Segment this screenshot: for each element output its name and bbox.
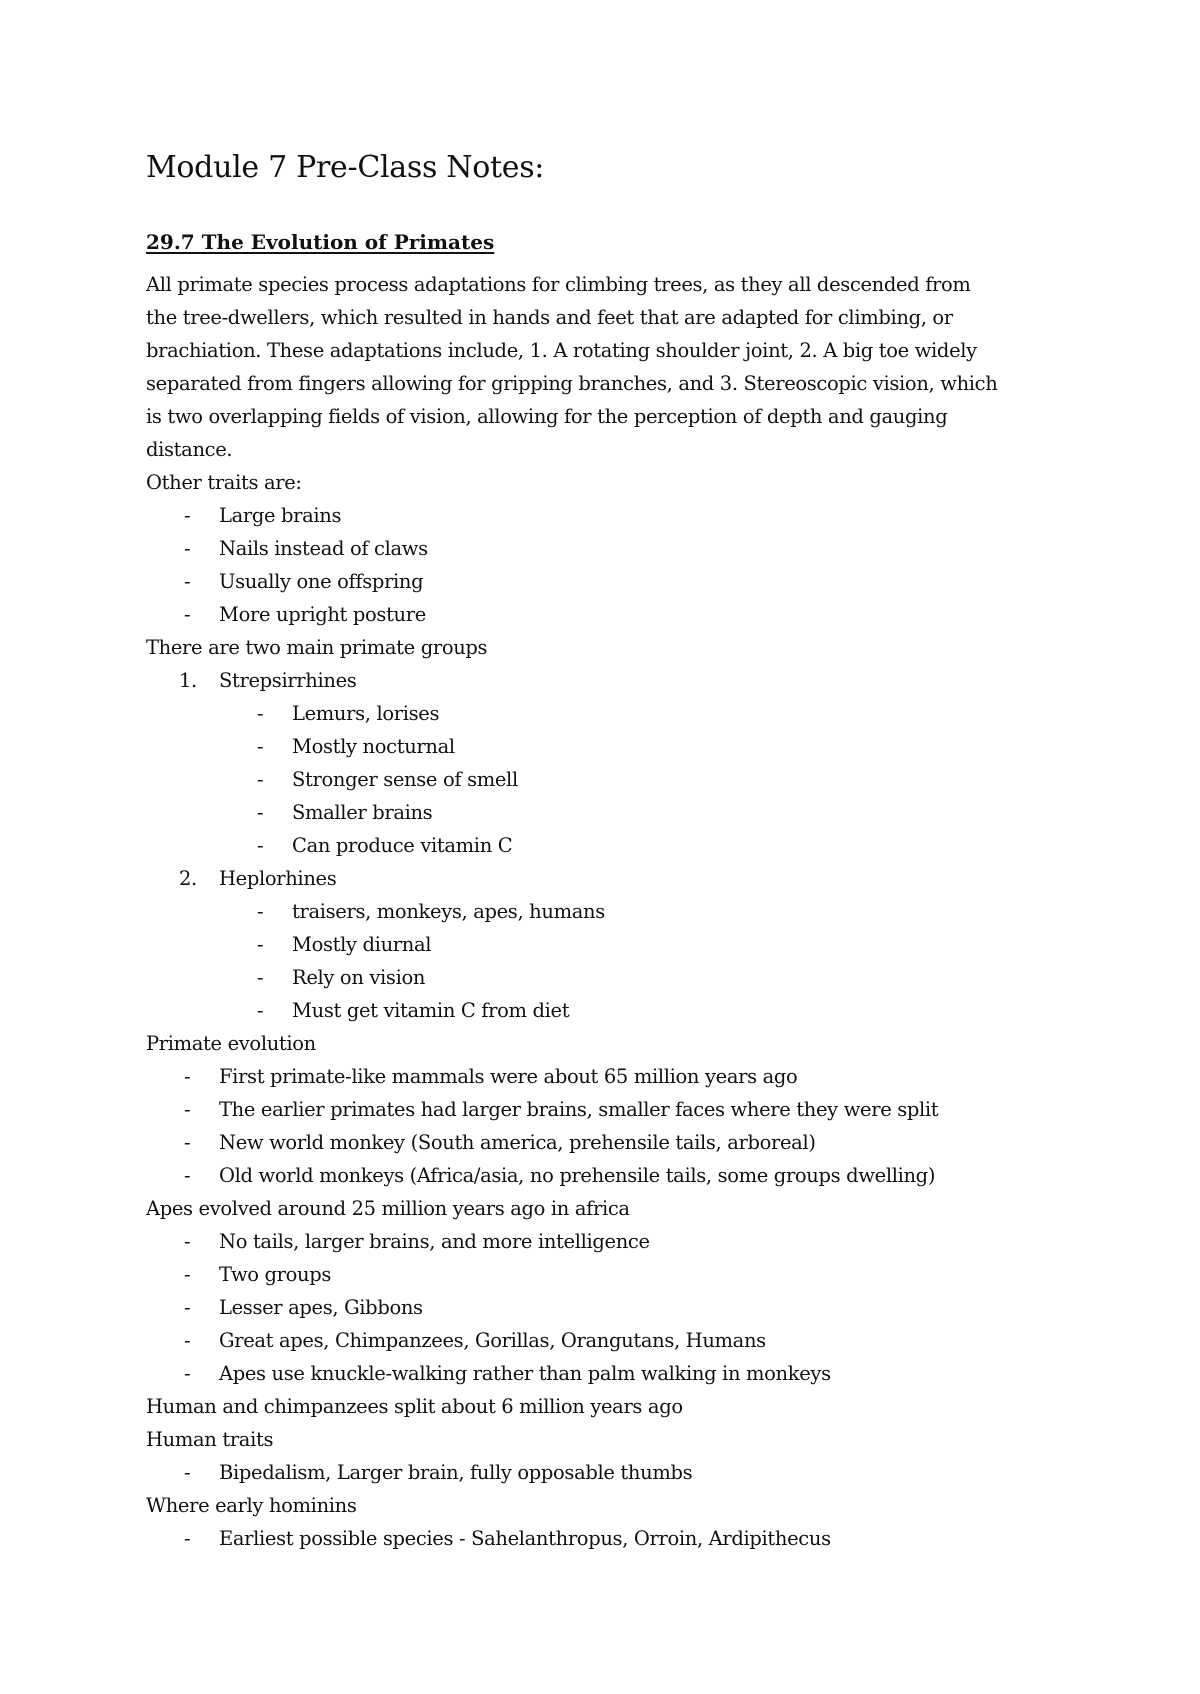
dash-marker: - (257, 702, 264, 725)
other-traits-label: Other traits are: (146, 471, 302, 494)
numbered-item (146, 862, 1086, 895)
list-item-text: The earlier primates had larger brains, smaller faces where they were split (219, 1098, 939, 1121)
human-traits-list (146, 1456, 1086, 1489)
list-item-text: Nails instead of claws (219, 537, 428, 560)
list-item (146, 532, 1086, 565)
list-item-text: Old world monkeys (Africa/asia, no prehensile tails, some groups dwelling) (219, 1164, 936, 1187)
list-item (146, 1159, 1086, 1192)
list-item (146, 598, 1086, 631)
intro-paragraph (146, 268, 1086, 466)
list-item (146, 1357, 1086, 1390)
list-item-text: Usually one offspring (219, 570, 424, 593)
list-item (146, 1225, 1086, 1258)
list-item (146, 1093, 1086, 1126)
list-item-text: Stronger sense of smell (292, 768, 518, 791)
group-name: Heplorhines (219, 867, 337, 890)
apes-list (146, 1225, 1086, 1390)
paragraph-line: is two overlapping fields of vision, allowing for the perception of depth and gauging (146, 405, 948, 428)
dash-marker: - (184, 537, 191, 560)
primate-groups-label: There are two main primate groups (146, 636, 488, 659)
other-traits-section (146, 466, 1086, 631)
list-item (146, 730, 1086, 763)
primate-evolution-list (146, 1060, 1086, 1192)
primate-groups-section (146, 631, 1086, 1027)
split-section (146, 1390, 1086, 1423)
list-item (146, 1291, 1086, 1324)
list-item-text: Mostly nocturnal (292, 735, 455, 758)
number-marker: 2. (179, 867, 197, 890)
number-marker: 1. (179, 669, 197, 692)
other-traits-list (146, 499, 1086, 631)
human-traits-label: Human traits (146, 1428, 274, 1451)
dash-marker: - (257, 735, 264, 758)
list-item-text: Rely on vision (292, 966, 426, 989)
early-hominins-label: Where early hominins (146, 1494, 357, 1517)
list-item-text: Must get vitamin C from diet (292, 999, 570, 1022)
dash-marker: - (184, 603, 191, 626)
list-item-text: Large brains (219, 504, 342, 527)
list-item (146, 928, 1086, 961)
apes-section (146, 1192, 1086, 1390)
dash-marker: - (184, 1263, 191, 1286)
list-item (146, 499, 1086, 532)
dash-marker: - (257, 801, 264, 824)
list-item-text: First primate-like mammals were about 65 million years ago (219, 1065, 798, 1088)
list-item (146, 1126, 1086, 1159)
dash-marker: - (184, 1296, 191, 1319)
paragraph-line: the tree-dwellers, which resulted in hands and feet that are adapted for climbing, or (146, 306, 953, 329)
dash-marker: - (184, 1527, 191, 1550)
paragraph-line: separated from fingers allowing for gripping branches, and 3. Stereoscopic vision, which (146, 372, 998, 395)
list-item-text: No tails, larger brains, and more intelligence (219, 1230, 650, 1253)
paragraph-line: distance. (146, 438, 233, 461)
dash-marker: - (184, 570, 191, 593)
dash-marker: - (257, 933, 264, 956)
apes-label: Apes evolved around 25 million years ago in africa (146, 1197, 630, 1220)
list-item-text: Two groups (219, 1263, 332, 1286)
primate-groups-list (146, 664, 1086, 1027)
list-item (146, 697, 1086, 730)
human-traits-section (146, 1423, 1086, 1489)
list-item-text: Earliest possible species - Sahelanthropus, Orroin, Ardipithecus (219, 1527, 831, 1550)
dash-marker: - (184, 1065, 191, 1088)
page-title: Module 7 Pre-Class Notes: (146, 150, 545, 185)
dash-marker: - (184, 1230, 191, 1253)
dash-marker: - (257, 834, 264, 857)
primate-evolution-label: Primate evolution (146, 1032, 316, 1055)
document-page (146, 148, 1086, 1555)
list-item-text: Great apes, Chimpanzees, Gorillas, Orangutans, Humans (219, 1329, 766, 1352)
list-item (146, 895, 1086, 928)
list-item (146, 961, 1086, 994)
dash-marker: - (184, 1164, 191, 1187)
early-hominins-list (146, 1522, 1086, 1555)
list-item (146, 1522, 1086, 1555)
list-item (146, 1324, 1086, 1357)
dash-marker: - (257, 768, 264, 791)
dash-marker: - (257, 900, 264, 923)
primate-evolution-section (146, 1027, 1086, 1192)
group-name: Strepsirrhines (219, 669, 357, 692)
dash-marker: - (184, 1362, 191, 1385)
paragraph-line: All primate species process adaptations for climbing trees, as they all descended from (146, 273, 971, 296)
list-item-text: Lesser apes, Gibbons (219, 1296, 423, 1319)
list-item-text: Mostly diurnal (292, 933, 432, 956)
list-item-text: New world monkey (South america, prehensile tails, arboreal) (219, 1131, 816, 1154)
dash-marker: - (184, 1131, 191, 1154)
list-item-text: Lemurs, lorises (292, 702, 440, 725)
dash-marker: - (257, 999, 264, 1022)
list-item-text: More upright posture (219, 603, 426, 626)
dash-marker: - (184, 1329, 191, 1352)
list-item-text: Apes use knuckle-walking rather than palm walking in monkeys (219, 1362, 831, 1385)
dash-marker: - (184, 1461, 191, 1484)
dash-marker: - (257, 966, 264, 989)
list-item-text: traisers, monkeys, apes, humans (292, 900, 605, 923)
paragraph-line: brachiation. These adaptations include, 1. A rotating shoulder joint, 2. A big toe widely (146, 339, 977, 362)
list-item (146, 994, 1086, 1027)
list-item (146, 829, 1086, 862)
list-item (146, 1258, 1086, 1291)
list-item (146, 763, 1086, 796)
list-item (146, 796, 1086, 829)
list-item-text: Smaller brains (292, 801, 433, 824)
dash-marker: - (184, 1098, 191, 1121)
section-heading: 29.7 The Evolution of Primates (146, 230, 495, 254)
numbered-item (146, 664, 1086, 697)
split-line: Human and chimpanzees split about 6 million years ago (146, 1395, 683, 1418)
dash-marker: - (184, 504, 191, 527)
list-item-text: Can produce vitamin C (292, 834, 513, 857)
list-item (146, 565, 1086, 598)
list-item-text: Bipedalism, Larger brain, fully opposable thumbs (219, 1461, 693, 1484)
list-item (146, 1060, 1086, 1093)
list-item (146, 1456, 1086, 1489)
early-hominins-section (146, 1489, 1086, 1555)
